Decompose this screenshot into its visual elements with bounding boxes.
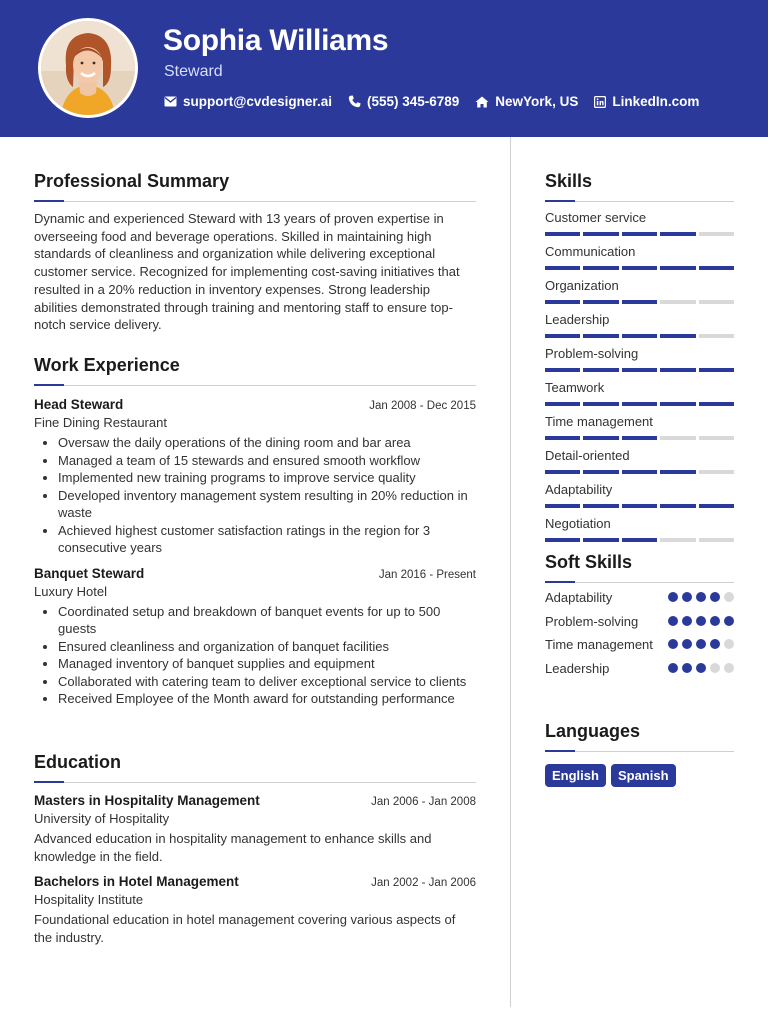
school-name: Hospitality Institute — [34, 892, 144, 908]
rating-dot — [710, 592, 720, 602]
candidate-role: Steward — [164, 63, 223, 80]
skill-item — [545, 414, 734, 440]
job-bullet: • Implemented new training programs to improve service quality — [58, 469, 476, 487]
summary-section — [34, 171, 476, 334]
soft-skill-item — [545, 636, 734, 654]
rating-dot — [724, 616, 734, 626]
skill-level-segment — [622, 504, 657, 508]
rating-dot — [696, 639, 706, 649]
soft-skills-heading: Soft Skills — [545, 552, 633, 572]
job-entry — [34, 397, 476, 557]
skill-level-segment — [583, 504, 618, 508]
section-rule — [34, 384, 476, 386]
skill-level-segment — [699, 334, 734, 338]
skill-level-bar — [545, 402, 734, 406]
skill-name: Customer service — [545, 210, 647, 225]
soft-skill-rating — [668, 589, 734, 602]
rating-dot — [724, 592, 734, 602]
job-title: Banquet Steward — [34, 565, 145, 581]
skill-level-segment — [545, 504, 580, 508]
skill-level-bar — [545, 436, 734, 440]
job-bullet: • Received Employee of the Month award for outstanding performance — [58, 690, 476, 708]
job-bullet: • Coordinated setup and breakdown of banquet events for up to 500 guests — [58, 603, 476, 638]
skill-level-segment — [545, 402, 580, 406]
skill-item — [545, 516, 734, 542]
job-bullet: • Ensured cleanliness and organization of banquet facilities — [58, 638, 476, 656]
skill-name: Teamwork — [545, 380, 605, 395]
job-bullet: • Oversaw the daily operations of the dining room and bar area — [58, 434, 476, 452]
skill-level-segment — [622, 266, 657, 270]
skill-level-segment — [622, 470, 657, 474]
contact-location-text: NewYork, US — [495, 94, 579, 109]
skill-level-segment — [622, 232, 657, 236]
skill-level-segment — [699, 470, 734, 474]
rating-dot — [710, 663, 720, 673]
rating-dot — [682, 663, 692, 673]
skill-level-segment — [699, 436, 734, 440]
rating-dot — [696, 616, 706, 626]
contact-linkedin-text: LinkedIn.com — [612, 94, 700, 109]
skill-level-segment — [622, 334, 657, 338]
skill-level-segment — [545, 300, 580, 304]
skill-level-segment — [622, 368, 657, 372]
skill-level-segment — [545, 334, 580, 338]
skill-name: Problem-solving — [545, 346, 639, 361]
soft-skill-rating — [668, 613, 734, 626]
rating-dot — [724, 663, 734, 673]
linkedin-icon — [594, 96, 606, 108]
skill-level-segment — [660, 368, 695, 372]
skill-level-segment — [545, 538, 580, 542]
section-rule — [545, 200, 734, 202]
skill-name: Detail-oriented — [545, 448, 630, 463]
skill-name: Leadership — [545, 312, 610, 327]
section-rule — [34, 200, 476, 202]
skill-level-segment — [699, 538, 734, 542]
job-bullet: • Developed inventory management system resulting in 20% reduction in waste — [58, 487, 476, 522]
skill-level-segment — [545, 368, 580, 372]
education-description: Foundational education in hotel management covering various aspects of the industry. — [34, 912, 456, 946]
job-bullet: • Collaborated with catering team to deliver exceptional service to clients — [58, 673, 476, 691]
contact-linkedin[interactable] — [594, 94, 699, 109]
skill-level-segment — [699, 368, 734, 372]
skill-item — [545, 278, 734, 304]
skill-level-segment — [583, 470, 618, 474]
soft-skills-list — [545, 589, 734, 677]
rating-dot — [682, 639, 692, 649]
rating-dot — [696, 663, 706, 673]
language-tag: English — [545, 764, 606, 787]
languages-list — [545, 764, 734, 787]
rating-dot — [724, 639, 734, 649]
rating-dot — [668, 592, 678, 602]
job-employer: Fine Dining Restaurant — [34, 415, 167, 430]
candidate-name: Sophia Williams — [163, 24, 389, 57]
rating-dot — [696, 592, 706, 602]
skill-level-bar — [545, 504, 734, 508]
education-entry — [34, 874, 476, 946]
skill-level-segment — [545, 266, 580, 270]
skill-level-segment — [660, 402, 695, 406]
education-section — [34, 752, 476, 947]
skill-level-segment — [660, 232, 695, 236]
section-rule — [545, 750, 734, 752]
experience-section — [34, 355, 476, 708]
column-divider — [510, 137, 511, 1007]
skill-level-segment — [545, 470, 580, 474]
skill-level-segment — [660, 266, 695, 270]
skill-item — [545, 244, 734, 270]
skill-name: Time management — [545, 414, 653, 429]
envelope-icon — [164, 96, 177, 107]
skill-level-bar — [545, 538, 734, 542]
skill-level-segment — [583, 266, 618, 270]
language-tag: Spanish — [611, 764, 676, 787]
skill-name: Adaptability — [545, 482, 613, 497]
soft-skill-name: Adaptability — [545, 590, 613, 605]
skill-level-bar — [545, 232, 734, 236]
soft-skill-item — [545, 613, 734, 631]
skills-section — [545, 171, 734, 542]
school-name: University of Hospitality — [34, 811, 170, 826]
summary-heading: Professional Summary — [34, 171, 230, 191]
skill-level-segment — [583, 300, 618, 304]
contact-phone[interactable] — [348, 94, 459, 109]
rating-dot — [682, 592, 692, 602]
education-dates: Jan 2006 - Jan 2008 — [371, 796, 476, 808]
rating-dot — [668, 663, 678, 673]
skill-level-segment — [583, 368, 618, 372]
section-rule — [34, 781, 476, 783]
soft-skill-rating — [668, 636, 734, 649]
skill-level-segment — [545, 232, 580, 236]
skill-level-segment — [699, 266, 734, 270]
skill-level-bar — [545, 266, 734, 270]
skill-level-segment — [583, 538, 618, 542]
skill-level-bar — [545, 334, 734, 338]
phone-icon — [348, 95, 361, 108]
skill-level-segment — [545, 436, 580, 440]
soft-skill-name: Time management — [545, 637, 653, 652]
soft-skill-name: Leadership — [545, 660, 610, 676]
skill-item — [545, 312, 734, 338]
contact-row — [164, 94, 699, 109]
contact-email-text: support@cvdesigner.ai — [183, 94, 332, 109]
education-heading: Education — [34, 752, 122, 772]
rating-dot — [668, 639, 678, 649]
skill-item — [545, 482, 734, 508]
skill-level-segment — [583, 402, 618, 406]
soft-skills-section — [545, 552, 734, 677]
job-employer: Luxury Hotel — [34, 583, 107, 599]
profile-photo — [38, 18, 138, 118]
skill-level-segment — [622, 436, 657, 440]
skill-level-segment — [699, 402, 734, 406]
skill-level-segment — [583, 436, 618, 440]
skill-level-bar — [545, 470, 734, 474]
rating-dot — [668, 616, 678, 626]
skill-name: Negotiation — [545, 516, 611, 531]
resume-header — [0, 0, 768, 137]
skill-name: Communication — [545, 244, 636, 259]
job-dates: Jan 2016 - Present — [378, 568, 476, 581]
skill-level-segment — [622, 538, 657, 542]
degree-title: Masters in Hospitality Management — [34, 793, 260, 808]
skill-level-segment — [583, 334, 618, 338]
education-entry — [34, 793, 476, 865]
skill-level-bar — [545, 368, 734, 372]
skill-level-segment — [699, 232, 734, 236]
degree-title: Bachelors in Hotel Management — [34, 874, 239, 890]
contact-email[interactable] — [164, 94, 332, 109]
rating-dot — [710, 639, 720, 649]
contact-location — [475, 94, 578, 109]
skill-level-segment — [660, 334, 695, 338]
soft-skill-rating — [668, 660, 734, 673]
rating-dot — [710, 616, 720, 626]
rating-dot — [682, 616, 692, 626]
job-dates: Jan 2008 - Dec 2015 — [369, 400, 476, 412]
experience-heading: Work Experience — [34, 355, 180, 375]
skill-level-segment — [660, 470, 695, 474]
skill-item — [545, 380, 734, 406]
skill-level-segment — [699, 300, 734, 304]
job-bullets — [34, 603, 476, 708]
skill-item — [545, 448, 734, 474]
skills-list — [545, 210, 734, 542]
job-bullet: • Managed a team of 15 stewards and ensured smooth workflow — [58, 452, 476, 470]
skill-level-segment — [660, 300, 695, 304]
contact-phone-text: (555) 345-6789 — [366, 94, 460, 109]
skill-level-segment — [583, 232, 618, 236]
languages-section — [545, 721, 734, 787]
job-bullet: • Managed inventory of banquet supplies and equipment — [58, 655, 476, 673]
skill-item — [545, 346, 734, 372]
home-icon — [475, 96, 489, 108]
job-entry — [34, 566, 476, 708]
soft-skill-name: Problem-solving — [545, 613, 639, 629]
job-bullets — [34, 434, 476, 557]
education-description: Advanced education in hospitality management to enhance skills and knowledge in the field. — [34, 831, 432, 864]
summary-text: Dynamic and experienced Steward with 13 years of proven expertise in overseeing food and beverage operations. Skilled in maintaining high standards of cleanliness and organization while delivering exceptional customer service. Recognized for implementing cost-saving initiatives that resulted in a 20% reduction in inventory expenses. Strong leadership abilities demonstrated through training and mentoring staff to ensure top-notch service delivery. — [34, 211, 460, 333]
section-rule — [545, 581, 734, 583]
job-bullet: • Achieved highest customer satisfaction ratings in the region for 3 consecutive years — [58, 522, 476, 557]
soft-skill-item — [545, 660, 734, 678]
skill-level-segment — [622, 402, 657, 406]
skill-level-segment — [660, 504, 695, 508]
education-dates: Jan 2002 - Jan 2006 — [371, 877, 476, 890]
soft-skill-item — [545, 589, 734, 607]
job-title: Head Steward — [34, 397, 124, 412]
skills-heading: Skills — [545, 171, 593, 191]
skill-level-segment — [699, 504, 734, 508]
skill-name: Organization — [545, 278, 619, 293]
languages-heading: Languages — [545, 721, 641, 741]
skill-level-bar — [545, 300, 734, 304]
skill-item — [545, 210, 734, 236]
skill-level-segment — [660, 436, 695, 440]
skill-level-segment — [660, 538, 695, 542]
skill-level-segment — [622, 300, 657, 304]
